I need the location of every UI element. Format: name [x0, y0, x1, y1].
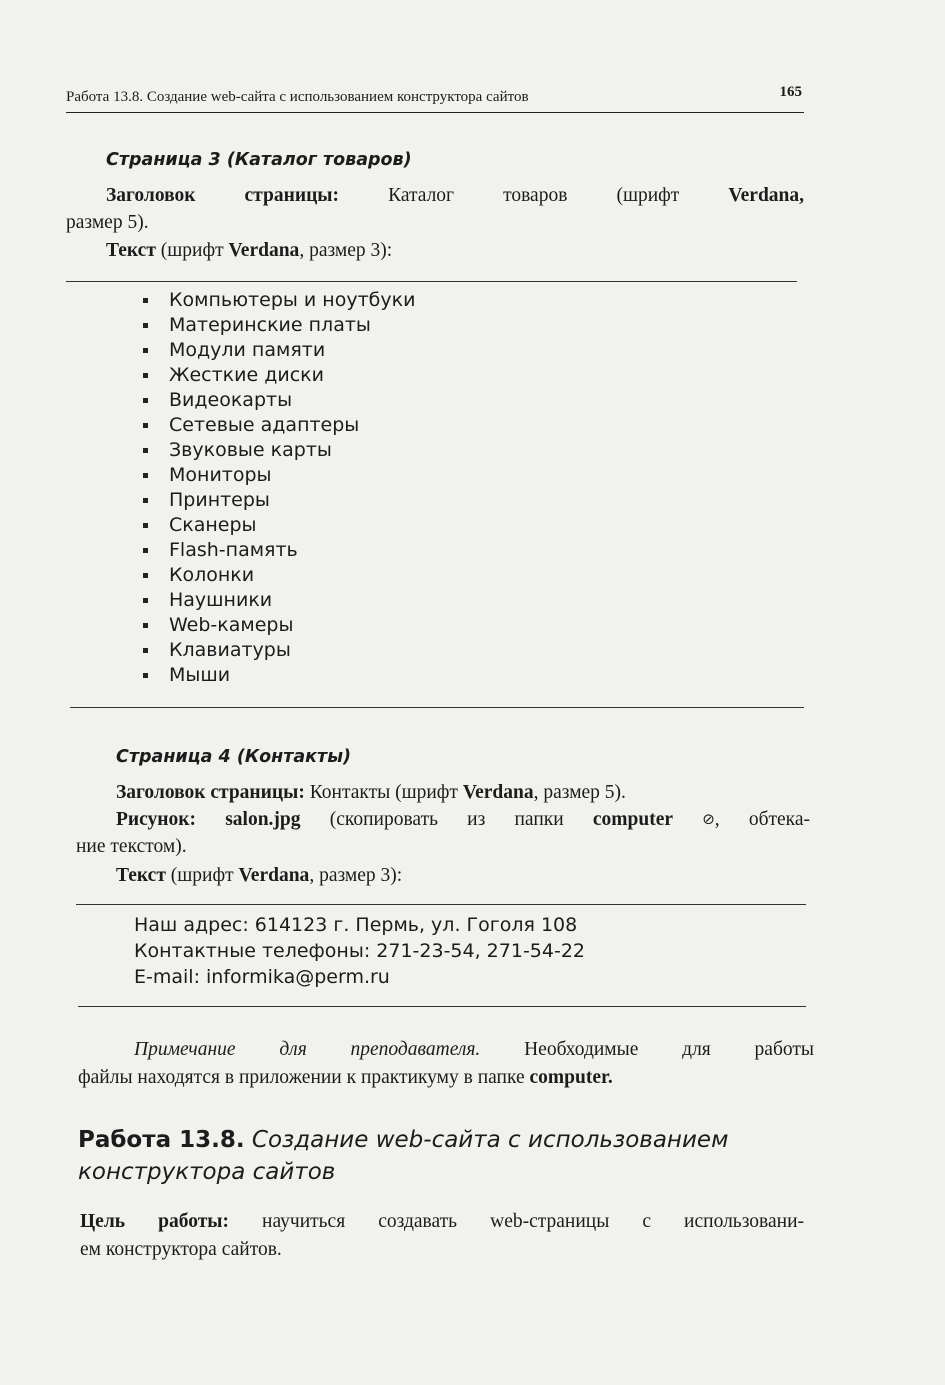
bullet-icon: [143, 573, 148, 578]
catalog-item-label: Жесткие диски: [169, 364, 324, 386]
catalog-item-label: Видеокарты: [169, 389, 293, 411]
contacts-block: [134, 912, 585, 990]
catalog-item: [140, 313, 415, 338]
catalog-item-label: Компьютеры и ноутбуки: [169, 289, 416, 311]
bullet-icon: [143, 523, 148, 528]
teacher-note-label: Примечание для преподавателя.: [134, 1039, 481, 1060]
page3-title-label: Заголовок страницы:: [106, 185, 340, 206]
bullet-icon: [143, 673, 148, 678]
page3-text-pre: (шрифт: [160, 240, 224, 261]
running-head: [66, 86, 804, 110]
page4-image-label: Рисунок:: [116, 809, 197, 830]
bullet-icon: [143, 373, 148, 378]
catalog-item-label: Материнские платы: [169, 314, 371, 336]
page4-image-file: salon.jpg: [225, 809, 301, 830]
disc-icon: ⊘: [702, 810, 715, 828]
page3-text-label: Текст: [106, 240, 156, 261]
page4-image-post: , обтека-: [714, 809, 811, 830]
catalog-item-label: Сетевые адаптеры: [169, 414, 360, 436]
catalog-item: [140, 388, 415, 413]
work-heading: [78, 1124, 798, 1188]
catalog-item: [140, 363, 415, 388]
work-title-line1: Создание web-сайта с использованием: [251, 1127, 729, 1153]
page4-image-line: [116, 806, 810, 833]
catalog-item: [140, 288, 415, 313]
bullet-icon: [143, 473, 148, 478]
bullet-icon: [143, 623, 148, 628]
running-head-rule: [66, 112, 804, 113]
catalog-top-rule: [66, 281, 797, 282]
work-goal-label: Цель работы:: [80, 1211, 229, 1232]
catalog-item-label: Звуковые карты: [169, 439, 332, 461]
bullet-icon: [143, 323, 148, 328]
bullet-icon: [143, 398, 148, 403]
teacher-note-text2: файлы находятся в приложении к практикуму в папке: [78, 1067, 525, 1088]
contacts-top-rule: [76, 904, 806, 905]
catalog-item: [140, 563, 415, 588]
contact-email: E-mail: informika@perm.ru: [134, 966, 390, 988]
page3-title-line: [106, 182, 804, 209]
bullet-icon: [143, 498, 148, 503]
catalog-item: [140, 613, 415, 638]
catalog-item-label: Колонки: [169, 564, 255, 586]
bullet-icon: [143, 298, 148, 303]
bullet-icon: [143, 348, 148, 353]
work-title-line2: конструктора сайтов: [78, 1159, 336, 1185]
catalog-item-label: Модули памяти: [169, 339, 326, 361]
catalog-item-label: Наушники: [169, 589, 273, 611]
page4-text-pre: (шрифт: [170, 865, 234, 886]
page3-text-post: , размер 3):: [299, 240, 393, 261]
page4-image-line2: ние текстом).: [76, 836, 187, 857]
page4-text-font: Verdana: [238, 865, 310, 886]
contact-phones: Контактные телефоны: 271-23-54, 271-54-22: [134, 940, 586, 962]
catalog-item-label: Мониторы: [169, 464, 272, 486]
page4-image-folder: computer: [592, 809, 674, 830]
page3-text-font: Verdana: [228, 240, 300, 261]
teacher-note-line2: [78, 1064, 613, 1091]
bullet-icon: [143, 648, 148, 653]
work-goal-text1: научиться создавать web-страницы с использовани-: [262, 1211, 805, 1232]
catalog-bottom-rule: [70, 707, 804, 708]
teacher-note-text1: Необходимые для работы: [524, 1039, 814, 1060]
bullet-icon: [143, 448, 148, 453]
page4-text-line: [116, 862, 402, 889]
catalog-item: [140, 463, 415, 488]
page4-title-label: Заголовок страницы:: [116, 782, 305, 803]
catalog-item: [140, 338, 415, 363]
catalog-item-label: Мыши: [169, 664, 231, 686]
page4-text-label: Текст: [116, 865, 166, 886]
teacher-note-line1: [134, 1036, 814, 1063]
catalog-item-label: Web-камеры: [169, 614, 294, 636]
page4-title-pre: Контакты (шрифт: [309, 782, 458, 803]
contact-address: Наш адрес: 614123 г. Пермь, ул. Гоголя 108: [134, 914, 578, 936]
catalog-item: [140, 588, 415, 613]
page4-heading: Страница 4 (Контакты): [116, 747, 352, 767]
contacts-bottom-rule: [78, 1006, 806, 1007]
page4-title-font: Verdana: [462, 782, 534, 803]
catalog-item: [140, 413, 415, 438]
catalog-item: [140, 663, 415, 688]
page4-text-post: , размер 3):: [309, 865, 403, 886]
work-goal-line1: [80, 1208, 804, 1235]
catalog-item: [140, 488, 415, 513]
catalog-item: [140, 538, 415, 563]
teacher-note-folder: computer.: [529, 1067, 613, 1088]
catalog-item-label: Flash-память: [169, 539, 298, 561]
bullet-icon: [143, 548, 148, 553]
catalog-item: [140, 513, 415, 538]
catalog-list: [140, 288, 415, 688]
work-goal-line2: ем конструктора сайтов.: [80, 1239, 282, 1260]
catalog-item: [140, 638, 415, 663]
running-head-title: Работа 13.8. Создание web-сайта с использованием конструктора сайтов: [66, 89, 529, 105]
work-number: Работа 13.8.: [78, 1127, 245, 1153]
catalog-item-label: Принтеры: [169, 489, 270, 511]
page4-image-pre: (скопировать из папки: [329, 809, 564, 830]
bullet-icon: [143, 598, 148, 603]
page3-title-size: размер 5).: [66, 212, 149, 233]
page3-title-font: Verdana,: [728, 185, 805, 206]
page3-heading: Страница 3 (Каталог товаров): [106, 150, 412, 170]
page4-title-post: , размер 5).: [533, 782, 626, 803]
page3-title-value: Каталог товаров (шрифт: [388, 185, 680, 206]
bullet-icon: [143, 423, 148, 428]
page3-text-line: [106, 237, 392, 264]
catalog-item: [140, 438, 415, 463]
page-number: 165: [779, 84, 802, 100]
page4-title-line: [116, 779, 626, 806]
catalog-item-label: Клавиатуры: [169, 639, 291, 661]
catalog-item-label: Сканеры: [169, 514, 257, 536]
